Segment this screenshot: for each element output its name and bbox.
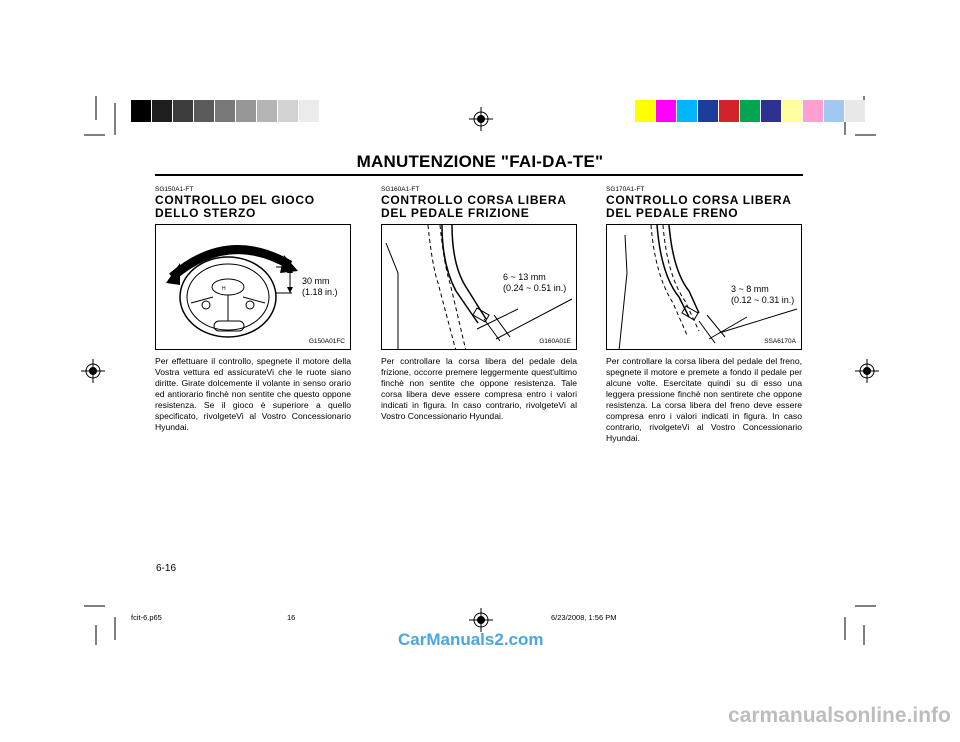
page-number: 6-16: [156, 563, 177, 574]
figure-callout: 3 ~ 8 mm (0.12 ~ 0.31 in.): [731, 284, 795, 305]
registration-mark-left-icon: [81, 359, 105, 383]
calibration-swatch: [740, 100, 761, 122]
calibration-swatch: [677, 100, 698, 122]
registration-mark-right-icon: [855, 359, 879, 383]
section-body: Per effettuare il controllo, spegnete il motore della Vostra vettura ed assicurateVi che le ruote siano diritte. Girate dolcemente il volante in senso orario ed antiorario finchè non sentite che questo oppone resistenza. Se il gioco è superiore a quello specificato, rivolgeteVi al Vostro Concessionario Hyundai.: [155, 356, 351, 432]
figure-callout: 30 mm (1.18 in.): [302, 276, 338, 297]
calibration-swatch: [194, 100, 215, 122]
calibration-swatch: [719, 100, 740, 122]
watermark-bottom[interactable]: carmanualsonline.info: [728, 704, 951, 727]
calibration-swatch: [803, 100, 824, 122]
calibration-swatch: [257, 100, 278, 122]
footer-timestamp: 6/23/2008, 1:56 PM: [551, 613, 617, 622]
figure-code: G160A01E: [539, 338, 571, 345]
calibration-swatch: [698, 100, 719, 122]
section-code: SG160A1-FT: [381, 186, 420, 193]
figure-code: SSA6170A: [764, 338, 796, 345]
gray-calibration-strip: [131, 100, 320, 122]
section-clutch: [381, 186, 577, 422]
figure-code: G150A01FC: [308, 338, 345, 345]
calibration-swatch: [278, 100, 299, 122]
color-calibration-strip: [635, 100, 866, 122]
calibration-swatch: [236, 100, 257, 122]
calibration-swatch: [173, 100, 194, 122]
section-heading: CONTROLLO DEL GIOCO DELLO STERZO: [155, 193, 315, 220]
svg-text:H: H: [222, 286, 226, 292]
brake-pedal-figure: [606, 224, 802, 350]
section-body: Per controllare la corsa libera del pedale del freno, spegnete il motore e premete a fondo il pedale per alcune volte. Esercitate quindi su di esso una leggera pressione finchè non sentirete che oppone resistenza. La corsa libera del freno deve essere compresa enro i valori indicati in figura. In caso contrario, rivolgeteVi al Vostro Concessionario Hyundai.: [606, 356, 802, 443]
calibration-swatch: [635, 100, 656, 122]
calibration-swatch: [656, 100, 677, 122]
page-title: MANUTENZIONE "FAI-DA-TE": [356, 152, 604, 171]
watermark-top[interactable]: CarManuals2.com: [398, 630, 544, 649]
section-steering: [155, 186, 351, 433]
section-brake: [606, 186, 802, 444]
section-body: Per controllare la corsa libera del pedale dela frizione, occorre premere leggermente quest'ultimo finchè non sentite che oppone resistenza. Tale corsa libera deve essere compresa entro i valori indicati in figura. In caso contrario, rivolgeteVi al Vostro Concessionario Hyundai.: [381, 356, 577, 421]
calibration-swatch: [824, 100, 845, 122]
calibration-swatch: [131, 100, 152, 122]
calibration-swatch: [761, 100, 782, 122]
registration-mark-top-icon: [469, 107, 493, 131]
footer-file: fcit-6.p65: [131, 613, 162, 622]
figure-callout: 6 ~ 13 mm (0.24 ~ 0.51 in.): [503, 272, 567, 293]
section-code: SG150A1-FT: [155, 186, 194, 193]
calibration-swatch: [845, 100, 866, 122]
section-heading: CONTROLLO CORSA LIBERA DEL PEDALE FRENO: [606, 193, 792, 220]
registration-mark-bottom-icon: [469, 608, 493, 632]
clutch-pedal-figure: [381, 224, 577, 350]
footer-page: 16: [287, 613, 296, 622]
calibration-swatch: [215, 100, 236, 122]
title-rule: [155, 174, 803, 176]
calibration-swatch: [782, 100, 803, 122]
calibration-swatch: [299, 100, 320, 122]
section-heading: CONTROLLO CORSA LIBERA DEL PEDALE FRIZIONE: [381, 193, 567, 220]
section-code: SG170A1-FT: [606, 186, 645, 193]
steering-wheel-figure: [155, 224, 351, 350]
calibration-swatch: [152, 100, 173, 122]
